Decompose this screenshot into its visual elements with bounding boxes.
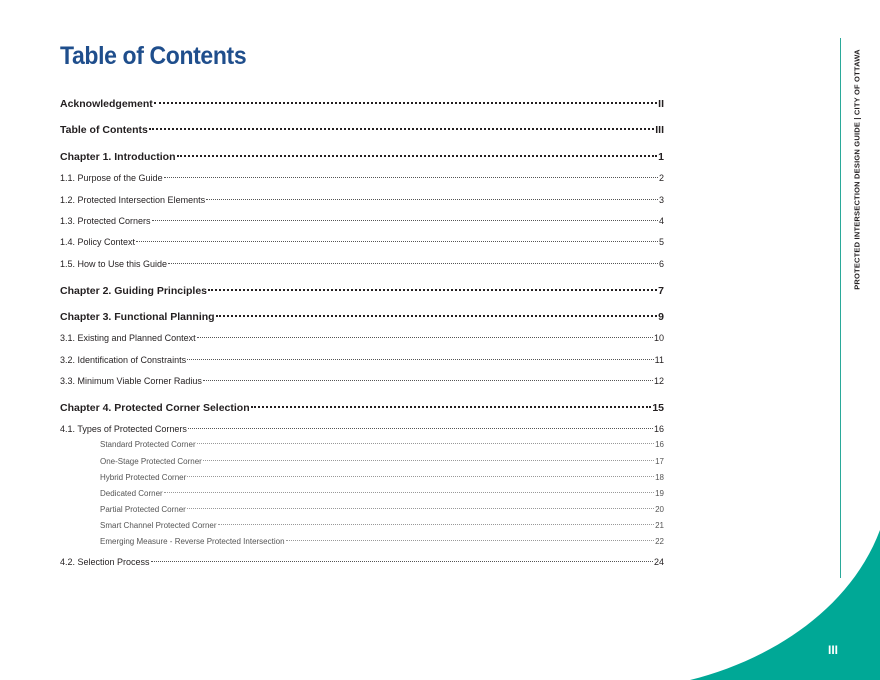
toc-entry-title: 1.3. Protected Corners (60, 216, 151, 226)
toc-entry-page: 5 (658, 237, 664, 247)
toc-entry-page: III (655, 124, 664, 136)
page-title: Table of Contents (60, 42, 247, 70)
toc-entry-title: Hybrid Protected Corner (100, 473, 187, 482)
toc-leader-dots (151, 560, 653, 562)
toc-leader-dots (149, 127, 654, 130)
toc-entry-title: 3.2. Identification of Constraints (60, 355, 187, 365)
toc-entry[interactable] (60, 311, 664, 323)
toc-entry-title: Chapter 1. Introduction (60, 151, 176, 163)
toc-entry[interactable] (60, 457, 664, 466)
toc-entry[interactable] (60, 173, 664, 183)
toc-entry-title: 4.2. Selection Process (60, 557, 150, 567)
toc-entry-title: 4.1. Types of Protected Corners (60, 424, 187, 434)
toc-entry[interactable] (60, 505, 664, 514)
toc-entry[interactable] (60, 402, 664, 414)
toc-entry-title: 1.5. How to Use this Guide (60, 259, 168, 269)
corner-decoration (690, 530, 880, 680)
toc-leader-dots (203, 379, 653, 381)
toc-entry[interactable] (60, 537, 664, 546)
toc-leader-dots (206, 198, 658, 200)
toc-entry-page: 9 (658, 311, 664, 323)
toc-entry-title: 3.3. Minimum Viable Corner Radius (60, 376, 202, 386)
toc-entry[interactable] (60, 259, 664, 269)
toc-entry[interactable] (60, 151, 664, 163)
toc-entry-page: II (658, 98, 664, 110)
toc-leader-dots (177, 154, 658, 157)
running-header-text: PROTECTED INTERSECTION DESIGN GUIDE | CITY OF OTTAWA (852, 49, 862, 290)
toc-entry-page: 2 (658, 173, 664, 183)
side-divider (840, 38, 841, 578)
toc-entry-title: Dedicated Corner (100, 489, 163, 498)
toc-entry-title: Acknowledgement (60, 98, 153, 110)
page-number: III (828, 643, 839, 657)
toc-entry-page: 16 (653, 424, 664, 434)
toc-entry-title: Emerging Measure - Reverse Protected Intersection (100, 537, 285, 546)
toc-leader-dots (197, 336, 653, 338)
toc-entry[interactable] (60, 489, 664, 498)
toc-entry-title: Chapter 2. Guiding Principles (60, 285, 208, 297)
toc-leader-dots (164, 491, 654, 493)
toc-entry[interactable] (60, 195, 664, 205)
toc-entry-page: 6 (658, 259, 664, 269)
toc-entry-page: 20 (655, 505, 664, 514)
toc-entry-page: 18 (655, 473, 664, 482)
toc-entry-page: 12 (653, 376, 664, 386)
toc-entry-title: 1.2. Protected Intersection Elements (60, 195, 206, 205)
toc-entry-page: 24 (653, 557, 664, 567)
toc-entry-page: 19 (655, 489, 664, 498)
toc-leader-dots (218, 523, 655, 525)
toc-entry-title: Table of Contents (60, 124, 148, 136)
toc-leader-dots (251, 405, 652, 408)
toc-leader-dots (188, 427, 653, 429)
toc-entry[interactable] (60, 216, 664, 226)
toc-entry-page: 15 (652, 402, 664, 414)
toc-entry-title: Smart Channel Protected Corner (100, 521, 217, 530)
toc-entry-page: 17 (655, 457, 664, 466)
toc-entry-title: 3.1. Existing and Planned Context (60, 333, 196, 343)
toc-entry[interactable] (60, 285, 664, 297)
toc-leader-dots (216, 314, 658, 317)
toc-entry[interactable] (60, 440, 664, 449)
toc-leader-dots (203, 459, 654, 461)
toc-entry-title: 1.1. Purpose of the Guide (60, 173, 163, 183)
toc-entry[interactable] (60, 98, 664, 110)
toc-entry-page: 10 (653, 333, 664, 343)
toc-leader-dots (286, 539, 655, 541)
toc-entry[interactable] (60, 557, 664, 567)
toc-entry-page: 3 (658, 195, 664, 205)
toc-entry-title: Standard Protected Corner (100, 440, 196, 449)
toc-entry-title: 1.4. Policy Context (60, 237, 136, 247)
toc-entry-page: 11 (654, 355, 664, 365)
toc-leader-dots (208, 288, 657, 291)
toc-leader-dots (152, 219, 658, 221)
running-header (852, 40, 862, 300)
toc-entry-page: 1 (658, 151, 664, 163)
toc-entry-title: Chapter 4. Protected Corner Selection (60, 402, 250, 414)
toc-leader-dots (154, 101, 657, 104)
toc-entry-page: 21 (655, 521, 664, 530)
toc-leader-dots (197, 442, 654, 444)
toc-entry[interactable] (60, 424, 664, 434)
toc-leader-dots (187, 475, 654, 477)
toc-entry-page: 4 (658, 216, 664, 226)
toc-leader-dots (168, 262, 658, 264)
toc-entry-title: Chapter 3. Functional Planning (60, 311, 215, 323)
toc-entry[interactable] (60, 124, 664, 136)
toc-entry-page: 22 (655, 537, 664, 546)
toc-entry-page: 7 (658, 285, 664, 297)
toc-entry[interactable] (60, 376, 664, 386)
toc-leader-dots (187, 358, 654, 360)
toc-leader-dots (187, 507, 654, 509)
toc-entry-title: Partial Protected Corner (100, 505, 186, 514)
toc-entry[interactable] (60, 237, 664, 247)
toc-entry-page: 16 (655, 440, 664, 449)
toc-entry[interactable] (60, 333, 664, 343)
toc-leader-dots (136, 240, 658, 242)
toc-leader-dots (164, 176, 658, 178)
toc-entry[interactable] (60, 521, 664, 530)
toc-entry[interactable] (60, 473, 664, 482)
toc-entry-title: One-Stage Protected Corner (100, 457, 202, 466)
toc-entry[interactable] (60, 355, 664, 365)
